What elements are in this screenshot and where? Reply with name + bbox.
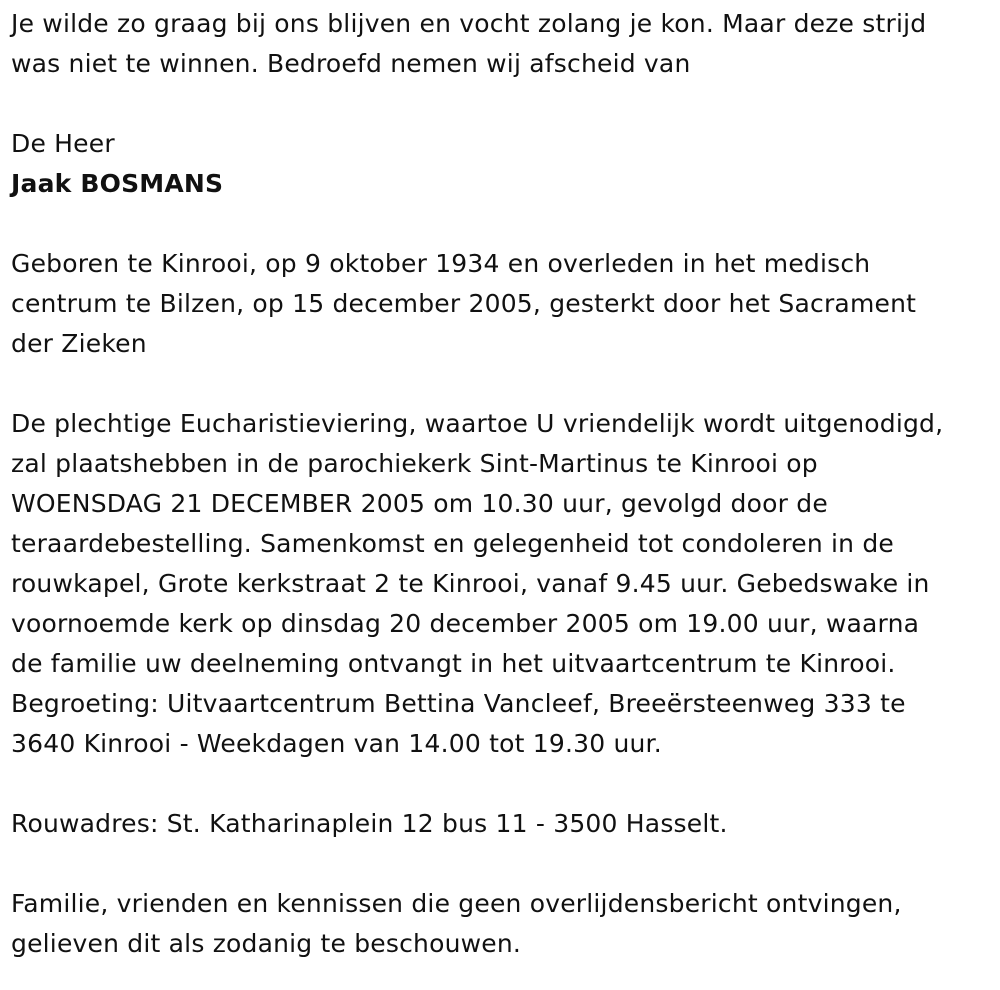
honorific: De Heer (11, 129, 115, 158)
spacer (11, 84, 996, 124)
deceased-name: Jaak BOSMANS (11, 169, 224, 198)
spacer (11, 364, 996, 404)
closing-text: Familie, vrienden en kennissen die geen overlijdensbericht ontvingen, gelieven dit als zodanig te beschouwen. (11, 889, 902, 958)
intro-text: Je wilde zo graag bij ons blijven en vocht zolang je kon. Maar deze strijd was niet te winnen. Bedroefd nemen wij afscheid van (11, 9, 927, 78)
ceremony-text: De plechtige Eucharistieviering, waartoe U vriendelijk wordt uitgenodigd, zal plaatshebben in de parochiekerk Sint-Martinus te Kinrooi op WOENSDAG 21 DECEMBER 2005 om 10.30 uur, gevolgd door de teraardebestelling. Samenkomst en gelegenheid tot condoleren in de rouwkapel, Grote kerkstraat 2 te Kinrooi, vanaf 9.45 uur. Gebedswake in voornoemde kerk op dinsdag 20 december 2005 om 19.00 uur, waarna de familie uw deelneming ontvangt in het uitvaartcentrum te Kinrooi. Begroeting: Uitvaartcentrum Bettina Vancleef, Breeërsteenweg 333 te 3640 Kinrooi - Weekdagen van 14.00 tot 19.30 uur. (11, 409, 944, 758)
birth-death-text: Geboren te Kinrooi, op 9 oktober 1934 en overleden in het medisch centrum te Bilzen, op 15 december 2005, gesterkt door het Sacrament der Zieken (11, 249, 917, 358)
spacer (11, 764, 996, 804)
spacer (11, 204, 996, 244)
mourning-address: Rouwadres: St. Katharinaplein 12 bus 11 - 3500 Hasselt. (11, 809, 728, 838)
death-notice (11, 4, 996, 964)
spacer (11, 844, 996, 884)
